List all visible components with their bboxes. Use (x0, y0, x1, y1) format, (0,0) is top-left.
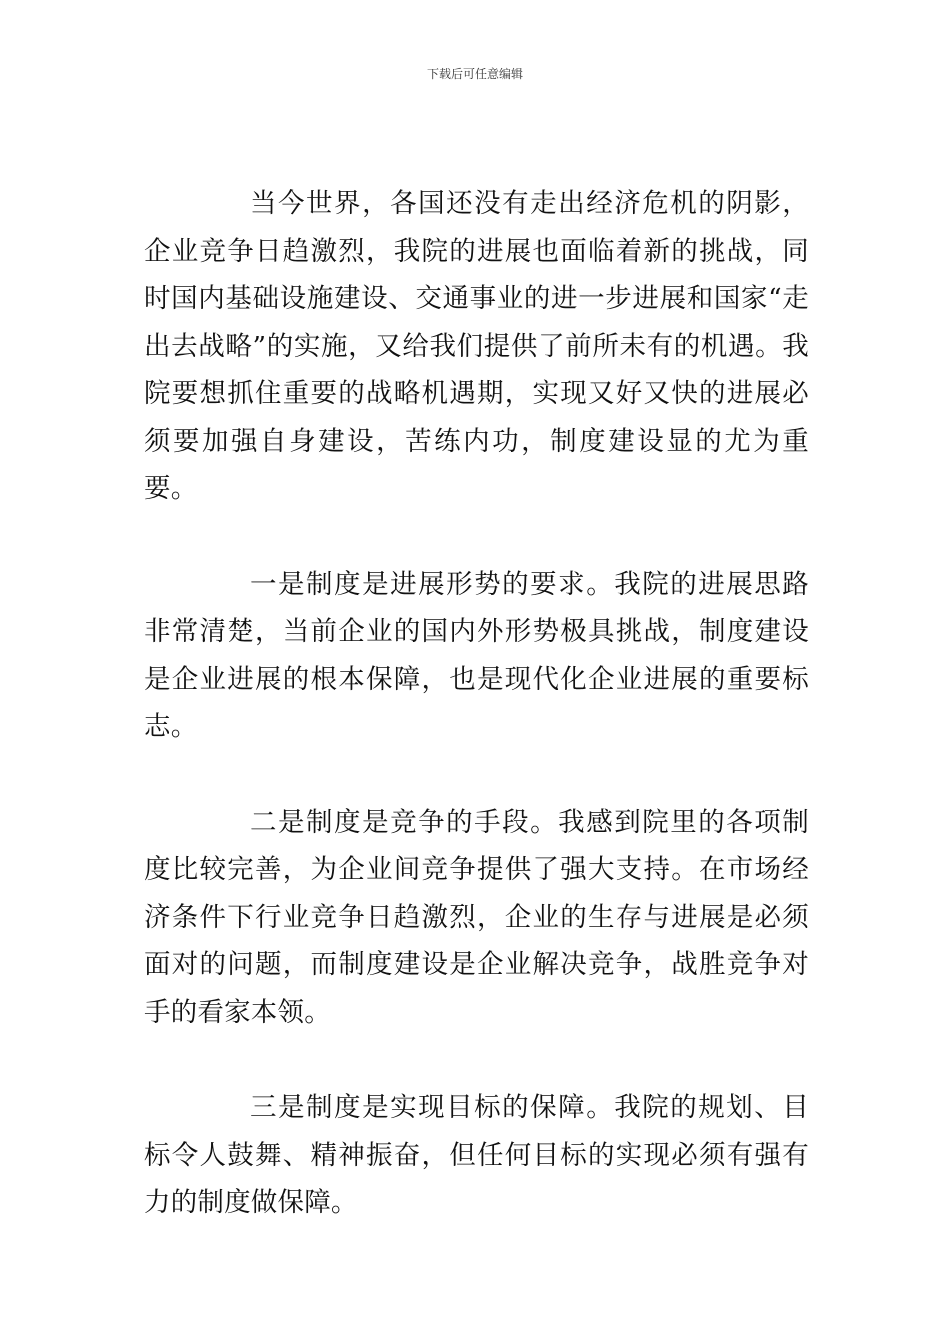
paragraph-point-one: 一是制度是进展形势的要求。我院的进展思路非常清楚，当前企业的国内外形势极具挑战，制度建设是企业进展的根本保障，也是现代化企业进展的重要标志。 (144, 568, 809, 742)
page-header-note: 下载后可任意编辑 (426, 67, 523, 81)
paragraph-point-three: 三是制度是实现目标的保障。我院的规划、目标令人鼓舞、精神振奋，但任何目标的实现必须有强有力的制度做保障。 (144, 1092, 809, 1218)
paragraph-point-two: 二是制度是竞争的手段。我感到院里的各项制度比较完善，为企业间竞争提供了强大支持。在市场经济条件下行业竞争日趋激烈，企业的生存与进展是必须面对的问题，而制度建设是企业解决竞争，战胜竞争对手的看家本领。 (144, 806, 809, 1028)
paragraph-intro: 当今世界，各国还没有走出经济危机的阴影，企业竞争日趋激烈，我院的进展也面临着新的挑战，同时国内基础设施建设、交通事业的进一步进展和国家“走出去战略”的实施，又给我们提供了前所未有的机遇。我院要想抓住重要的战略机遇期，实现又好又快的进展必须要加强自身建设，苦练内功，制度建设显的尤为重要。 (144, 188, 809, 504)
document-body (144, 180, 809, 1227)
